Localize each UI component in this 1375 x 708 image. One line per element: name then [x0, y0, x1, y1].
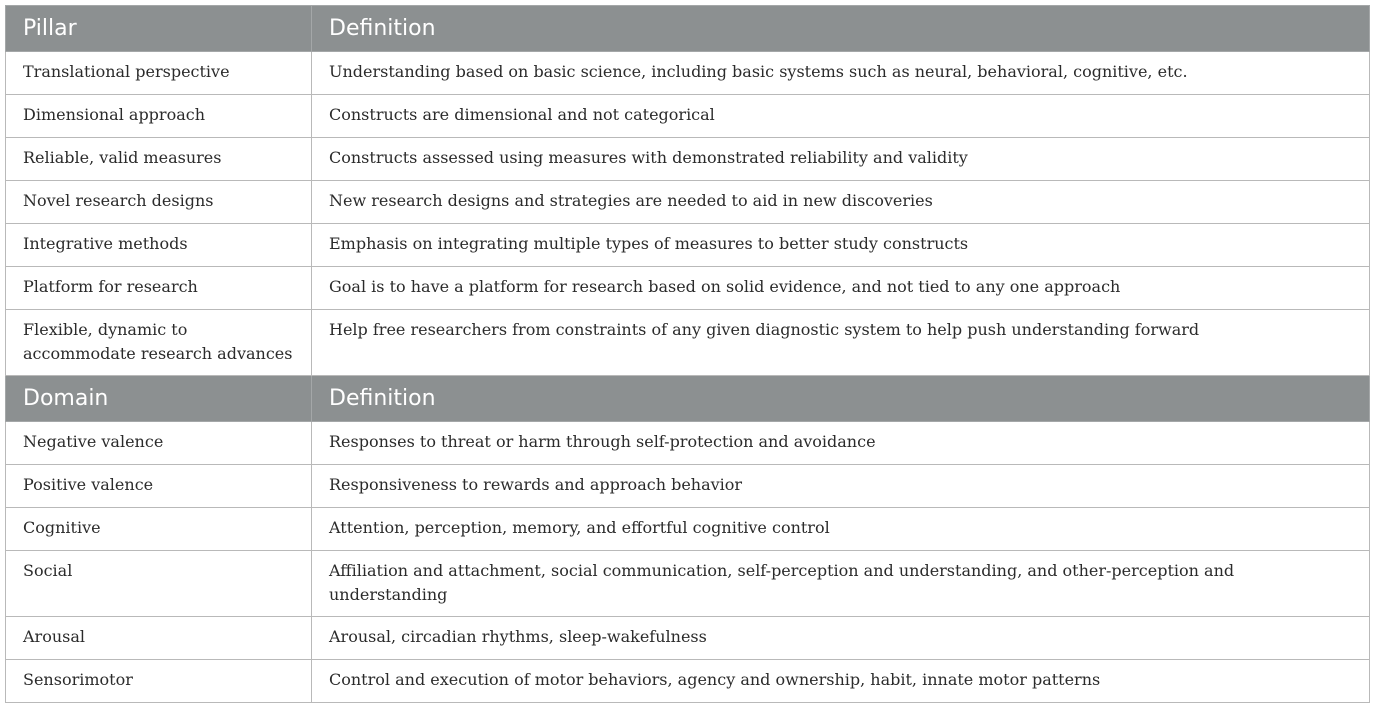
definition-cell: Emphasis on integrating multiple types of measures to better study constructs — [312, 224, 1370, 267]
domain-cell: Cognitive — [6, 508, 312, 551]
table-row — [6, 52, 1370, 95]
table-row — [6, 660, 1370, 703]
definition-cell: New research designs and strategies are needed to aid in new discoveries — [312, 181, 1370, 224]
pillar-cell: Platform for research — [6, 267, 312, 310]
domain-cell: Sensorimotor — [6, 660, 312, 703]
definition-cell: Goal is to have a platform for research based on solid evidence, and not tied to any one approach — [312, 267, 1370, 310]
definition-column-header: Definition — [312, 6, 1370, 52]
table-row — [6, 224, 1370, 267]
pillar-header-row — [6, 6, 1370, 52]
definition-cell: Constructs are dimensional and not categorical — [312, 95, 1370, 138]
pillar-cell: Flexible, dynamic to accommodate research advances — [6, 310, 312, 376]
table-row — [6, 551, 1370, 617]
definition-cell: Affiliation and attachment, social communication, self-perception and understanding, and other-perception and understanding — [312, 551, 1370, 617]
table-row — [6, 310, 1370, 376]
definition-cell: Responses to threat or harm through self-protection and avoidance — [312, 422, 1370, 465]
definition-cell: Arousal, circadian rhythms, sleep-wakefulness — [312, 617, 1370, 660]
rdoc-table — [5, 5, 1370, 703]
definition-cell: Constructs assessed using measures with demonstrated reliability and validity — [312, 138, 1370, 181]
pillar-cell: Integrative methods — [6, 224, 312, 267]
domain-cell: Arousal — [6, 617, 312, 660]
definition-cell: Understanding based on basic science, including basic systems such as neural, behavioral, cognitive, etc. — [312, 52, 1370, 95]
table-row — [6, 508, 1370, 551]
definition-cell: Control and execution of motor behaviors, agency and ownership, habit, innate motor patterns — [312, 660, 1370, 703]
pillar-cell: Dimensional approach — [6, 95, 312, 138]
definition-column-header: Definition — [312, 376, 1370, 422]
table-row — [6, 422, 1370, 465]
definition-cell: Help free researchers from constraints of any given diagnostic system to help push understanding forward — [312, 310, 1370, 376]
pillar-cell: Translational perspective — [6, 52, 312, 95]
domain-cell: Social — [6, 551, 312, 617]
table-row — [6, 95, 1370, 138]
table-row — [6, 617, 1370, 660]
pillar-cell: Novel research designs — [6, 181, 312, 224]
table-row — [6, 267, 1370, 310]
pillar-cell: Reliable, valid measures — [6, 138, 312, 181]
definition-cell: Attention, perception, memory, and effortful cognitive control — [312, 508, 1370, 551]
domain-cell: Negative valence — [6, 422, 312, 465]
domain-header-row — [6, 376, 1370, 422]
rdoc-table-container — [5, 5, 1369, 703]
table-row — [6, 465, 1370, 508]
definition-cell: Responsiveness to rewards and approach behavior — [312, 465, 1370, 508]
domain-cell: Positive valence — [6, 465, 312, 508]
domain-column-header: Domain — [6, 376, 312, 422]
table-row — [6, 138, 1370, 181]
table-row — [6, 181, 1370, 224]
pillar-column-header: Pillar — [6, 6, 312, 52]
